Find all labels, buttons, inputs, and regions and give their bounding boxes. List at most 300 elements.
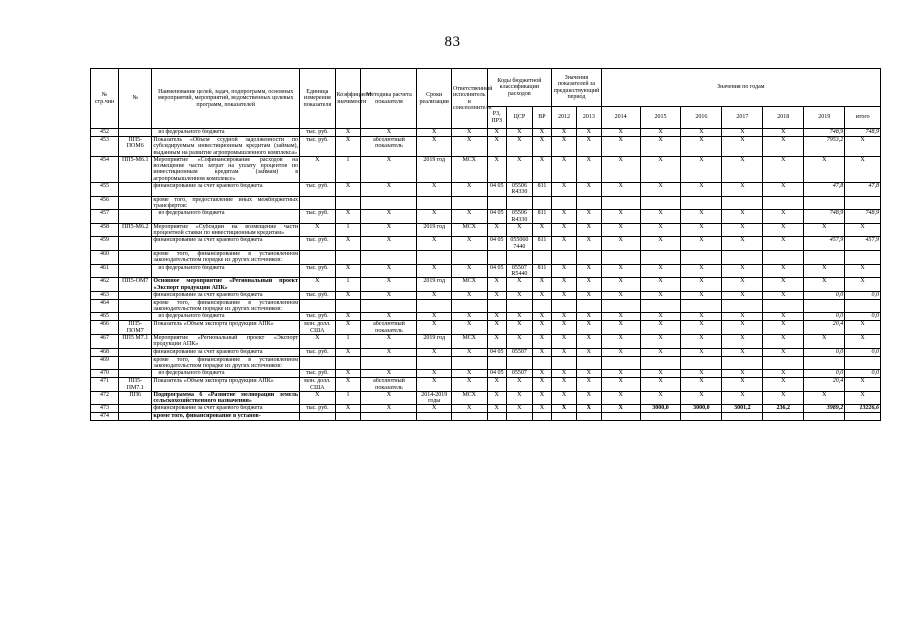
terms-cell <box>417 299 451 313</box>
method-cell: Х <box>361 210 417 224</box>
value-2014-cell: Х <box>601 370 640 378</box>
value-2013-cell: Х <box>576 348 601 356</box>
value-2019-cell: 0,0 <box>804 348 845 356</box>
terms-cell: 2019 год <box>417 278 451 292</box>
coefficient-cell: Х <box>335 237 361 251</box>
row-number-cell: 463 <box>91 291 119 299</box>
value-2013-cell: Х <box>576 378 601 392</box>
value-2016-cell: Х <box>681 129 722 137</box>
responsible-cell: Х <box>451 348 487 356</box>
vr-cell <box>532 413 551 421</box>
value-2017-cell <box>722 251 763 265</box>
value-2019-cell: 7953,2 <box>804 137 845 157</box>
row-number-cell: 461 <box>91 264 119 278</box>
unit-cell: тыс. руб. <box>300 370 336 378</box>
name-cell: финансирование за счет краевого бюджета <box>152 405 300 413</box>
value-total-cell <box>845 196 881 210</box>
row-number-cell: 472 <box>91 391 119 405</box>
unit-cell: тыс. руб. <box>300 237 336 251</box>
responsible-cell <box>451 196 487 210</box>
csr-cell <box>506 413 532 421</box>
value-2013-cell: Х <box>576 137 601 157</box>
vr-cell: Х <box>532 378 551 392</box>
csr-cell: 05506 R4330 <box>506 183 532 197</box>
rz-prz-cell: Х <box>487 291 506 299</box>
value-2015-cell: 3000,0 <box>640 405 681 413</box>
value-2012-cell: Х <box>552 313 577 321</box>
name-cell: Мероприятие «Региональный проект «Экспорт продукции АПК» <box>153 335 299 348</box>
terms-cell: Х <box>417 405 451 413</box>
table-row <box>91 137 881 157</box>
code-cell <box>119 237 152 251</box>
name-cell: из федерального бюджета <box>152 313 300 321</box>
responsible-cell: Х <box>451 321 487 335</box>
value-total-cell: Х <box>845 223 881 237</box>
value-2016-cell: Х <box>681 291 722 299</box>
value-2019-cell: 0,0 <box>804 313 845 321</box>
unit-cell: тыс. руб. <box>300 264 336 278</box>
value-2019-cell: 20,4 <box>804 321 845 335</box>
value-2018-cell: Х <box>763 129 804 137</box>
csr-cell: Х <box>506 137 532 157</box>
value-2012-cell: Х <box>552 391 577 405</box>
value-2018-cell: Х <box>763 378 804 392</box>
name-cell: финансирование за счет краевого бюджета <box>152 183 300 197</box>
value-2014-cell: Х <box>601 156 640 182</box>
value-2013-cell: Х <box>576 183 601 197</box>
value-2018-cell: 236,2 <box>763 405 804 413</box>
value-2017-cell: Х <box>722 237 763 251</box>
value-2012-cell: Х <box>552 335 577 349</box>
value-2014-cell: Х <box>601 321 640 335</box>
value-total-cell: 0,0 <box>845 313 881 321</box>
code-cell <box>119 370 152 378</box>
value-2016-cell: Х <box>681 391 722 405</box>
terms-cell: Х <box>417 291 451 299</box>
value-2018-cell: Х <box>763 391 804 405</box>
value-2015-cell: Х <box>640 156 681 182</box>
value-2012-cell: Х <box>552 137 577 157</box>
value-2012-cell <box>552 299 577 313</box>
value-total-cell: Х <box>845 335 881 349</box>
code-cell <box>119 313 152 321</box>
vr-cell: Х <box>532 156 551 182</box>
vr-cell: Х <box>532 223 551 237</box>
responsible-cell: МСХ <box>451 278 487 292</box>
terms-cell: 2019 год <box>417 223 451 237</box>
name-cell: кроме того, предоставление иных межбюджетных трансфертов: <box>153 196 299 209</box>
value-2013-cell: Х <box>576 391 601 405</box>
terms-cell <box>417 251 451 265</box>
value-2018-cell: Х <box>763 137 804 157</box>
value-2014-cell <box>601 299 640 313</box>
code-cell: ПП5-ПОМ7 <box>119 321 152 335</box>
value-2017-cell: Х <box>722 391 763 405</box>
value-2019-cell: Х <box>804 391 845 405</box>
value-2013-cell <box>576 196 601 210</box>
vr-cell: Х <box>532 391 551 405</box>
rz-prz-cell: Х <box>487 223 506 237</box>
responsible-cell: Х <box>451 405 487 413</box>
value-2015-cell: Х <box>640 321 681 335</box>
vr-cell <box>532 196 551 210</box>
csr-cell <box>506 356 532 370</box>
value-2016-cell: Х <box>681 335 722 349</box>
header-previous-period: Значения показателей за предшествующий период <box>552 69 602 107</box>
value-2016-cell <box>681 299 722 313</box>
csr-cell: Х <box>506 378 532 392</box>
rz-prz-cell <box>487 413 506 421</box>
value-2013-cell <box>576 413 601 421</box>
value-2017-cell: Х <box>722 137 763 157</box>
value-2018-cell: Х <box>763 321 804 335</box>
rz-prz-cell: Х <box>487 278 506 292</box>
row-number-cell: 465 <box>91 313 119 321</box>
value-2014-cell: Х <box>601 237 640 251</box>
unit-cell: Х <box>300 156 336 182</box>
vr-cell: 811 <box>532 183 551 197</box>
value-2014-cell: Х <box>601 278 640 292</box>
header-year-2018: 2018 <box>763 107 804 129</box>
vr-cell: Х <box>532 405 551 413</box>
value-2015-cell: Х <box>640 223 681 237</box>
terms-cell: Х <box>417 321 451 335</box>
value-2012-cell: Х <box>552 237 577 251</box>
code-cell <box>119 291 152 299</box>
name-cell: кроме того, финансирование в установленном законодательством порядке из других источников: <box>153 251 299 264</box>
header-year-2015: 2015 <box>640 107 681 129</box>
name-cell: финансирование за счет краевого бюджета <box>152 348 300 356</box>
value-2016-cell: Х <box>681 264 722 278</box>
responsible-cell: Х <box>451 291 487 299</box>
value-2012-cell: Х <box>552 348 577 356</box>
name-cell: Основное мероприятие «Региональный проект «Экспорт продукции АПК» <box>153 278 299 291</box>
value-2017-cell: Х <box>722 313 763 321</box>
value-2016-cell: Х <box>681 370 722 378</box>
table-row <box>91 251 881 265</box>
value-2012-cell <box>552 196 577 210</box>
coefficient-cell: Х <box>335 129 361 137</box>
code-cell <box>119 264 152 278</box>
unit-cell: тыс. руб. <box>300 313 336 321</box>
method-cell: Х <box>361 405 417 413</box>
value-2013-cell <box>576 251 601 265</box>
value-2015-cell: Х <box>640 370 681 378</box>
value-2019-cell: 748,9 <box>804 129 845 137</box>
value-2019-cell: 457,9 <box>804 237 845 251</box>
method-cell: Х <box>361 223 417 237</box>
table-body <box>91 129 881 421</box>
value-2014-cell: Х <box>601 210 640 224</box>
method-cell: Х <box>361 313 417 321</box>
value-total-cell: 0,0 <box>845 370 881 378</box>
method-cell: Х <box>361 291 417 299</box>
responsible-cell: МСХ <box>451 156 487 182</box>
name-cell: финансирование за счет краевого бюджета <box>152 291 300 299</box>
coefficient-cell: Х <box>335 313 361 321</box>
value-2017-cell: Х <box>722 156 763 182</box>
coefficient-cell <box>335 251 361 265</box>
unit-cell: тыс. руб. <box>300 210 336 224</box>
csr-cell <box>506 196 532 210</box>
value-2013-cell: Х <box>576 321 601 335</box>
row-number-cell: 471 <box>91 378 119 392</box>
coefficient-cell: Х <box>335 321 361 335</box>
rz-prz-cell <box>487 299 506 313</box>
value-2014-cell <box>601 356 640 370</box>
value-2019-cell: 20,4 <box>804 378 845 392</box>
rz-prz-cell: 04 05 <box>487 370 506 378</box>
value-2018-cell: Х <box>763 223 804 237</box>
coefficient-cell: 1 <box>335 156 361 182</box>
value-2014-cell: Х <box>601 335 640 349</box>
value-2012-cell <box>552 251 577 265</box>
coefficient-cell: 1 <box>335 391 361 405</box>
value-2019-cell: 0,0 <box>804 370 845 378</box>
value-2018-cell: Х <box>763 237 804 251</box>
row-number-cell: 462 <box>91 278 119 292</box>
value-2012-cell: Х <box>552 291 577 299</box>
responsible-cell: Х <box>451 313 487 321</box>
table-header <box>91 69 881 129</box>
rz-prz-cell <box>487 196 506 210</box>
code-cell <box>119 129 152 137</box>
header-vr: ВР <box>532 107 551 129</box>
vr-cell <box>532 299 551 313</box>
terms-cell: Х <box>417 348 451 356</box>
name-cell: кроме того, финансирование в установленном законодательством порядке из других источников: <box>153 299 299 313</box>
value-2017-cell: Х <box>722 348 763 356</box>
value-total-cell <box>845 356 881 370</box>
method-cell: Х <box>361 183 417 197</box>
name-cell: кроме того, финансирование в установ- <box>152 413 300 421</box>
value-2012-cell: Х <box>552 321 577 335</box>
csr-cell: Х <box>506 291 532 299</box>
header-year-2016: 2016 <box>681 107 722 129</box>
vr-cell: Х <box>532 313 551 321</box>
terms-cell <box>417 196 451 210</box>
header-terms: Сроки реализации <box>417 69 451 129</box>
unit-cell: млн. долл. США <box>300 321 336 335</box>
responsible-cell <box>451 413 487 421</box>
value-2013-cell: Х <box>576 129 601 137</box>
value-2012-cell <box>552 413 577 421</box>
terms-cell: Х <box>417 264 451 278</box>
value-2017-cell: Х <box>722 264 763 278</box>
method-cell: абсолютный показатель <box>361 378 417 392</box>
method-cell <box>361 356 417 370</box>
table-row <box>91 278 881 292</box>
csr-cell: Х <box>506 313 532 321</box>
coefficient-cell: Х <box>335 210 361 224</box>
code-cell <box>119 210 152 224</box>
unit-cell: Х <box>300 335 336 349</box>
value-2019-cell: Х <box>804 278 845 292</box>
table-row <box>91 405 881 413</box>
table-row <box>91 299 881 313</box>
row-number-cell: 473 <box>91 405 119 413</box>
name-cell: из федерального бюджета <box>152 210 300 224</box>
code-cell: ПП5-М6.2 <box>119 223 152 237</box>
method-cell <box>361 196 417 210</box>
csr-cell: Х <box>506 335 532 349</box>
table-row <box>91 210 881 224</box>
value-2017-cell: Х <box>722 321 763 335</box>
header-name: Наименование целей, задач, подпрограмм, основных мероприятий, мероприятий, ведомственных целевых программ, показателей <box>152 69 300 129</box>
rz-prz-cell: Х <box>487 137 506 157</box>
responsible-cell: Х <box>451 237 487 251</box>
value-2019-cell: Х <box>804 223 845 237</box>
coefficient-cell: Х <box>335 405 361 413</box>
value-2019-cell: 3989,2 <box>804 405 845 413</box>
value-2014-cell: Х <box>601 313 640 321</box>
responsible-cell: Х <box>451 264 487 278</box>
value-2012-cell: Х <box>552 278 577 292</box>
value-2012-cell: Х <box>552 223 577 237</box>
table-row <box>91 335 881 349</box>
method-cell: Х <box>361 335 417 349</box>
terms-cell: Х <box>417 129 451 137</box>
value-2015-cell: Х <box>640 313 681 321</box>
value-2014-cell: Х <box>601 378 640 392</box>
value-2013-cell: Х <box>576 210 601 224</box>
vr-cell: 811 <box>532 264 551 278</box>
responsible-cell: Х <box>451 210 487 224</box>
csr-cell: Х <box>506 391 532 405</box>
value-2015-cell: Х <box>640 137 681 157</box>
value-2013-cell: Х <box>576 156 601 182</box>
row-number-cell: 458 <box>91 223 119 237</box>
value-total-cell: Х <box>845 137 881 157</box>
header-year-2013: 2013 <box>576 107 601 129</box>
value-2016-cell: Х <box>681 156 722 182</box>
responsible-cell <box>451 299 487 313</box>
value-2013-cell: Х <box>576 370 601 378</box>
rz-prz-cell <box>487 356 506 370</box>
terms-cell <box>417 356 451 370</box>
value-2013-cell <box>576 356 601 370</box>
method-cell: Х <box>361 391 417 405</box>
csr-cell: Х <box>506 405 532 413</box>
row-number-cell: 468 <box>91 348 119 356</box>
vr-cell <box>532 356 551 370</box>
unit-cell: Х <box>300 223 336 237</box>
row-number-cell: 474 <box>91 413 119 421</box>
value-2014-cell: Х <box>601 291 640 299</box>
vr-cell: 811 <box>532 210 551 224</box>
unit-cell: тыс. руб. <box>300 348 336 356</box>
value-2013-cell: Х <box>576 237 601 251</box>
table-row <box>91 196 881 210</box>
name-cell: из федерального бюджета <box>152 370 300 378</box>
value-2016-cell: Х <box>681 278 722 292</box>
terms-cell: Х <box>417 313 451 321</box>
coefficient-cell: Х <box>335 183 361 197</box>
unit-cell: Х <box>300 278 336 292</box>
responsible-cell <box>451 251 487 265</box>
vr-cell: Х <box>532 348 551 356</box>
csr-cell: 05506 R4330 <box>506 210 532 224</box>
value-2018-cell <box>763 413 804 421</box>
value-2014-cell: Х <box>601 137 640 157</box>
responsible-cell: Х <box>451 183 487 197</box>
method-cell <box>361 251 417 265</box>
value-2017-cell <box>722 196 763 210</box>
row-number-cell: 459 <box>91 237 119 251</box>
header-year-2017: 2017 <box>722 107 763 129</box>
value-2018-cell: Х <box>763 156 804 182</box>
header-responsible: Ответственный исполнитель и соисполнители <box>451 69 487 129</box>
header-values-by-year: Значения по годам <box>601 69 880 107</box>
value-2017-cell <box>722 356 763 370</box>
name-cell: кроме того, финансирование в установленном законодательством порядке из других источников: <box>153 356 299 369</box>
vr-cell <box>532 251 551 265</box>
value-2017-cell: Х <box>722 378 763 392</box>
header-year-2019: 2019 <box>804 107 845 129</box>
coefficient-cell <box>335 413 361 421</box>
responsible-cell: МСХ <box>451 391 487 405</box>
value-2018-cell: Х <box>763 291 804 299</box>
value-2014-cell: Х <box>601 391 640 405</box>
value-2016-cell: Х <box>681 237 722 251</box>
value-2018-cell <box>763 299 804 313</box>
coefficient-cell: 1 <box>335 223 361 237</box>
row-number-cell: 460 <box>91 251 119 265</box>
table-row <box>91 291 881 299</box>
name-cell: из федерального бюджета <box>152 264 300 278</box>
value-2018-cell: Х <box>763 264 804 278</box>
value-2017-cell <box>722 413 763 421</box>
unit-cell <box>300 356 336 370</box>
header-coefficient: Коэффициент значимости <box>335 69 361 129</box>
rz-prz-cell <box>487 251 506 265</box>
row-number-cell: 457 <box>91 210 119 224</box>
terms-cell: Х <box>417 210 451 224</box>
value-2017-cell <box>722 299 763 313</box>
value-2012-cell: Х <box>552 264 577 278</box>
row-number-cell: 470 <box>91 370 119 378</box>
method-cell: Х <box>361 278 417 292</box>
coefficient-cell: 1 <box>335 335 361 349</box>
value-2012-cell: Х <box>552 370 577 378</box>
rz-prz-cell: 04 05 <box>487 264 506 278</box>
name-cell: Показатель «Объем экспорта продукции АПК» <box>152 321 300 335</box>
value-total-cell: Х <box>845 264 881 278</box>
csr-cell: Х <box>506 129 532 137</box>
table-row <box>91 223 881 237</box>
vr-cell: Х <box>532 321 551 335</box>
value-2012-cell: Х <box>552 405 577 413</box>
row-number-cell: 469 <box>91 356 119 370</box>
value-2014-cell: Х <box>601 129 640 137</box>
terms-cell <box>417 413 451 421</box>
value-2017-cell: Х <box>722 210 763 224</box>
value-2014-cell <box>601 196 640 210</box>
rz-prz-cell: 04 05 <box>487 183 506 197</box>
unit-cell: Х <box>300 391 336 405</box>
value-2017-cell: Х <box>722 291 763 299</box>
csr-cell: Х <box>506 321 532 335</box>
value-2016-cell: Х <box>681 223 722 237</box>
value-2013-cell: Х <box>576 405 601 413</box>
value-total-cell: Х <box>845 391 881 405</box>
value-2017-cell: Х <box>722 183 763 197</box>
value-total-cell: Х <box>845 321 881 335</box>
value-2019-cell <box>804 196 845 210</box>
value-2018-cell: Х <box>763 313 804 321</box>
code-cell <box>119 299 152 313</box>
value-2013-cell: Х <box>576 223 601 237</box>
